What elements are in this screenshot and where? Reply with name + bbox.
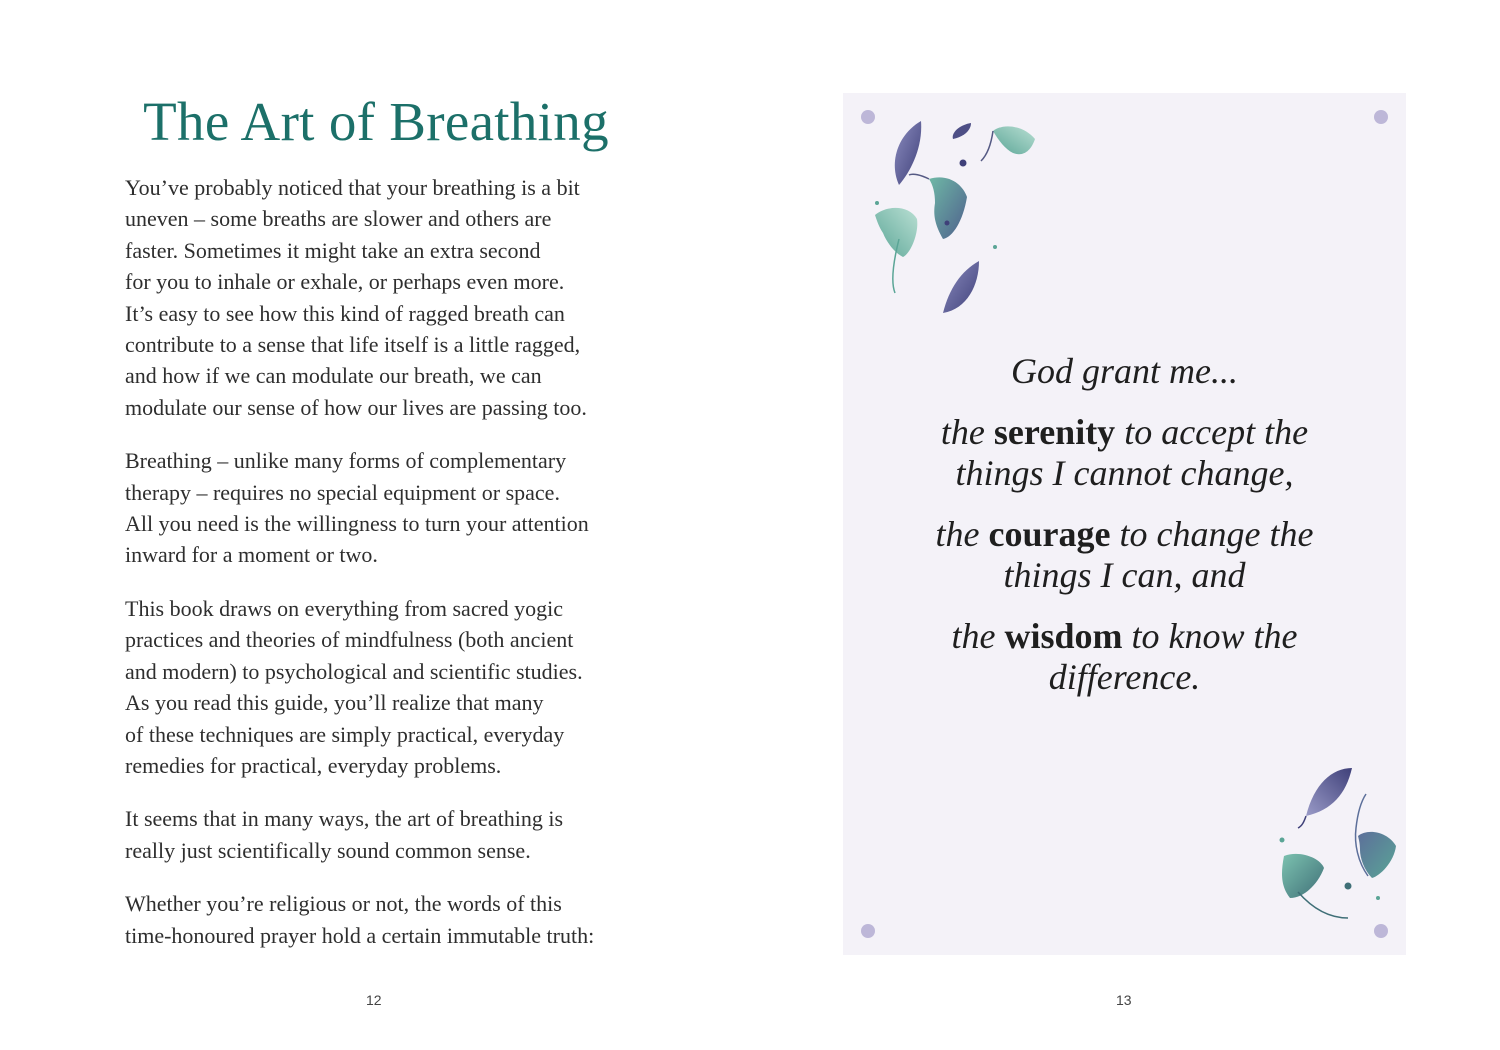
page-title: The Art of Breathing <box>143 91 609 152</box>
paragraph-line: modulate our sense of how our lives are passing too. <box>125 394 587 420</box>
paragraph-line: faster. Sometimes it might take an extra second <box>125 237 541 263</box>
leaf-shape <box>953 123 971 139</box>
paragraph-line: for you to inhale or exhale, or perhaps even more. <box>125 269 565 295</box>
body-paragraph <box>125 172 665 423</box>
body-paragraph <box>125 803 665 866</box>
leaf-shape <box>1306 768 1352 816</box>
leaf-shape <box>1358 832 1396 878</box>
paragraph-line: therapy – requires no special equipment or space. <box>125 479 560 505</box>
paragraph-line: contribute to a sense that life itself is a little ragged, <box>125 332 581 358</box>
paragraph-line: It’s easy to see how this kind of ragged breath can <box>125 300 565 326</box>
paragraph-line: practices and theories of mindfulness (both ancient <box>125 627 574 653</box>
body-paragraph <box>125 888 665 951</box>
paragraph-line: of these techniques are simply practical, everyday <box>125 721 565 747</box>
page-number-left: 12 <box>366 992 382 1008</box>
keyword-serenity: serenity <box>993 412 1116 452</box>
paragraph-line: Whether you’re religious or not, the words of this <box>125 891 562 917</box>
paragraph-line: uneven – some breaths are slower and others are <box>125 206 552 232</box>
paragraph-line: This book draws on everything from sacred yogic <box>125 595 564 621</box>
prayer-serenity <box>843 412 1406 494</box>
keyword-wisdom: wisdom <box>1004 616 1123 656</box>
paragraph-line: and how if we can modulate our breath, we can <box>125 363 542 389</box>
corner-dot <box>1374 110 1388 124</box>
paragraph-line: All you need is the willingness to turn your attention <box>125 511 589 537</box>
leaf-shape <box>943 261 979 313</box>
prayer-line: things I can, and <box>1003 555 1246 595</box>
leaf-shape <box>929 177 967 239</box>
prayer-courage <box>843 514 1406 596</box>
prayer-line: difference. <box>1048 657 1201 697</box>
prayer-text <box>843 351 1406 718</box>
paragraph-line: You’ve probably noticed that your breathing is a bit <box>125 175 580 200</box>
page-number-right: 13 <box>1116 992 1132 1008</box>
corner-dot <box>861 924 875 938</box>
paragraph-line: Breathing – unlike many forms of complementary <box>125 448 567 474</box>
leaf-shape <box>993 126 1035 154</box>
body-paragraph <box>125 593 665 781</box>
paragraph-line: inward for a moment or two. <box>125 542 378 568</box>
body-paragraph <box>125 445 665 571</box>
prayer-line: the serenity to accept the <box>940 412 1309 452</box>
leaf-shape <box>895 121 921 185</box>
prayer-line: the wisdom to know the <box>951 616 1298 656</box>
prayer-line: things I cannot change, <box>955 453 1294 493</box>
prayer-line: God grant me... <box>1011 351 1238 391</box>
paragraph-line: It seems that in many ways, the art of breathing is <box>125 806 564 832</box>
ginkgo-leaves-icon <box>863 113 1053 323</box>
leaf-shape <box>1282 854 1324 898</box>
keyword-courage: courage <box>988 514 1111 554</box>
prayer-opening <box>843 351 1406 392</box>
prayer-card <box>843 93 1406 955</box>
paragraph-line: and modern) to psychological and scientific studies. <box>125 658 583 684</box>
body-text <box>125 172 665 973</box>
prayer-wisdom <box>843 616 1406 698</box>
paragraph-line: remedies for practical, everyday problems. <box>125 752 502 778</box>
paragraph-line: time-honoured prayer hold a certain immutable truth: <box>125 922 595 948</box>
prayer-line: the courage to change the <box>935 514 1314 554</box>
ginkgo-leaves-icon <box>1228 758 1398 933</box>
paragraph-line: really just scientifically sound common sense. <box>125 837 531 863</box>
paragraph-line: As you read this guide, you’ll realize that many <box>125 690 544 716</box>
